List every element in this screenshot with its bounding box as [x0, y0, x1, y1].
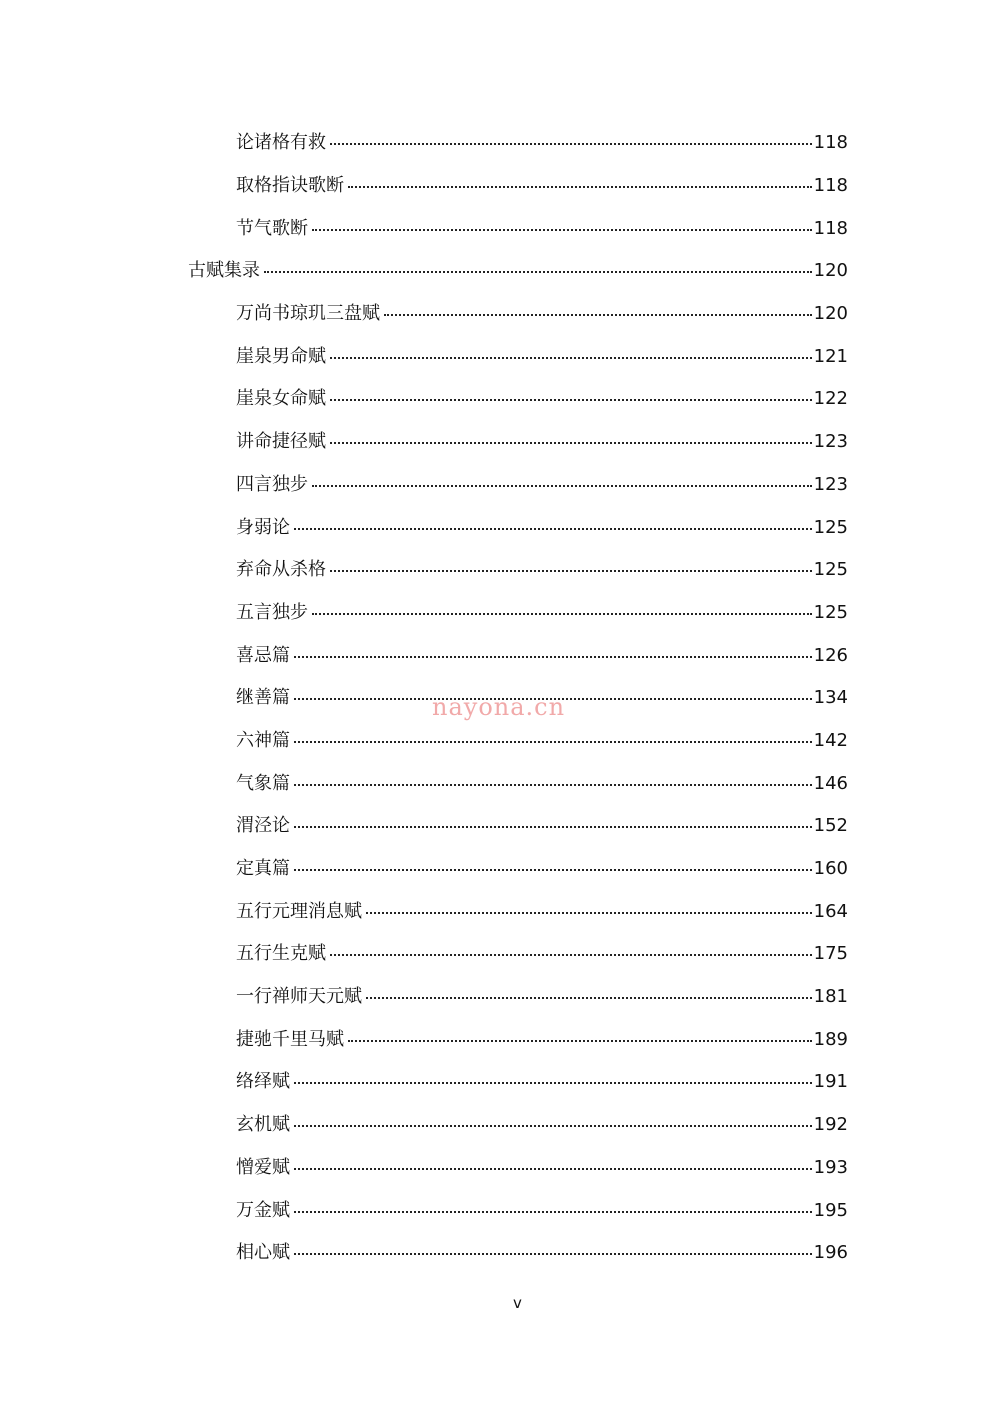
toc-entry[interactable]: [0, 291, 1000, 334]
toc-entry-title: 喜忌篇: [236, 644, 290, 666]
toc-entry-title: 取格指诀歌断: [236, 175, 344, 197]
toc-entry-page-number: 125: [813, 601, 848, 623]
toc-entry[interactable]: [0, 1145, 1000, 1188]
toc-dot-leader: [294, 1253, 812, 1255]
toc-entry[interactable]: [0, 760, 1000, 803]
toc-entry-content: [236, 726, 848, 752]
toc-entry-content: [236, 342, 848, 368]
toc-entry[interactable]: [0, 248, 1000, 291]
toc-entry-page-number: 192: [813, 1114, 848, 1136]
toc-dot-leader: [330, 357, 812, 359]
toc-entry-title: 憎爱赋: [236, 1156, 290, 1178]
toc-entry-title: 崖泉男命赋: [236, 345, 326, 367]
toc-entry-content: [236, 214, 848, 240]
toc-entry-title: 讲命捷径赋: [236, 431, 326, 453]
toc-entry[interactable]: [0, 163, 1000, 206]
toc-entry-title: 万尚书琼玑三盘赋: [236, 303, 380, 325]
toc-entry[interactable]: [0, 462, 1000, 505]
toc-entry-title: 络绎赋: [236, 1071, 290, 1093]
toc-entry-content: [236, 1153, 848, 1179]
toc-entry-page-number: 126: [813, 644, 848, 666]
toc-entry[interactable]: [0, 419, 1000, 462]
toc-dot-leader: [294, 1125, 812, 1127]
toc-entry-page-number: 160: [813, 858, 848, 880]
toc-dot-leader: [312, 613, 812, 615]
toc-dot-leader: [330, 570, 812, 572]
toc-dot-leader: [294, 784, 812, 786]
toc-entry-page-number: 123: [813, 473, 848, 495]
toc-entry-content: [188, 256, 848, 282]
toc-entry-title: 相心赋: [236, 1242, 290, 1264]
toc-entry[interactable]: [0, 1230, 1000, 1273]
toc-entry-title: 五行生克赋: [236, 943, 326, 965]
toc-entry-content: [236, 598, 848, 624]
toc-entry[interactable]: [0, 974, 1000, 1017]
toc-dot-leader: [294, 869, 812, 871]
toc-entry-content: [236, 1110, 848, 1136]
toc-entry-title: 崖泉女命赋: [236, 388, 326, 410]
toc-dot-leader: [294, 656, 812, 658]
toc-dot-leader: [294, 1168, 812, 1170]
toc-entry-title: 弃命从杀格: [236, 559, 326, 581]
toc-entry[interactable]: [0, 120, 1000, 163]
toc-entry-page-number: 181: [813, 986, 848, 1008]
toc-entry[interactable]: [0, 1187, 1000, 1230]
toc-entry-page-number: 164: [813, 900, 848, 922]
toc-entry-title: 古赋集录: [188, 260, 260, 282]
toc-entry-title: 渭泾论: [236, 815, 290, 837]
toc-entry-page-number: 118: [813, 132, 848, 154]
toc-entry-title: 继善篇: [236, 687, 290, 709]
toc-entry-page-number: 120: [813, 260, 848, 282]
toc-entry-page-number: 118: [813, 217, 848, 239]
toc-entry-page-number: 123: [813, 431, 848, 453]
toc-dot-leader: [330, 399, 812, 401]
toc-entry-content: [236, 470, 848, 496]
toc-entry-page-number: 152: [813, 815, 848, 837]
toc-dot-leader: [294, 826, 812, 828]
toc-entry-page-number: 125: [813, 559, 848, 581]
toc-entry-title: 四言独步: [236, 473, 308, 495]
toc-entry-content: [236, 1196, 848, 1222]
toc-dot-leader: [348, 186, 812, 188]
toc-entry-page-number: 121: [813, 345, 848, 367]
toc-dot-leader: [294, 528, 812, 530]
toc-entry-page-number: 195: [813, 1199, 848, 1221]
toc-dot-leader: [330, 143, 812, 145]
toc-dot-leader: [264, 271, 812, 273]
toc-dot-leader: [366, 912, 812, 914]
toc-entry-content: [236, 384, 848, 410]
toc-entry-title: 五行元理消息赋: [236, 900, 362, 922]
toc-entry-page-number: 120: [813, 303, 848, 325]
toc-entry-page-number: 125: [813, 516, 848, 538]
toc-entry-title: 定真篇: [236, 858, 290, 880]
toc-entry-content: [236, 513, 848, 539]
toc-entry-content: [236, 299, 848, 325]
toc-entry-title: 论诸格有救: [236, 132, 326, 154]
toc-entry-content: [236, 1238, 848, 1264]
toc-entry-content: [236, 769, 848, 795]
toc-dot-leader: [366, 997, 812, 999]
toc-entry-page-number: 146: [813, 772, 848, 794]
toc-entry[interactable]: [0, 504, 1000, 547]
page-number: v: [513, 1294, 522, 1312]
toc-entry[interactable]: [0, 803, 1000, 846]
toc-entry-page-number: 193: [813, 1156, 848, 1178]
toc-entry-page-number: 122: [813, 388, 848, 410]
toc-entry[interactable]: [0, 846, 1000, 889]
toc-entry-content: [236, 854, 848, 880]
toc-dot-leader: [294, 741, 812, 743]
toc-entry[interactable]: [0, 1059, 1000, 1102]
toc-entry-title: 一行禅师天元赋: [236, 986, 362, 1008]
toc-entry[interactable]: [0, 632, 1000, 675]
watermark: nayona.cn: [432, 693, 566, 721]
toc-entry[interactable]: [0, 547, 1000, 590]
toc-dot-leader: [312, 229, 812, 231]
toc-entry-page-number: 189: [813, 1028, 848, 1050]
toc-entry[interactable]: [0, 1016, 1000, 1059]
toc-entry-title: 五言独步: [236, 601, 308, 623]
toc-dot-leader: [294, 1211, 812, 1213]
toc-dot-leader: [312, 485, 812, 487]
toc-entry-page-number: 118: [813, 175, 848, 197]
toc-dot-leader: [348, 1040, 812, 1042]
toc-entry-content: [236, 1067, 848, 1093]
toc-entry-content: [236, 1025, 848, 1051]
toc-entry-content: [236, 982, 848, 1008]
toc-entry-page-number: 196: [813, 1242, 848, 1264]
toc-entry-content: [236, 897, 848, 923]
toc-entry-page-number: 175: [813, 943, 848, 965]
toc-entry-page-number: 191: [813, 1071, 848, 1093]
toc-entry-page-number: 142: [813, 729, 848, 751]
toc-entry-title: 捷驰千里马赋: [236, 1028, 344, 1050]
toc-entry-content: [236, 939, 848, 965]
toc-entry[interactable]: [0, 1102, 1000, 1145]
toc-entry-content: [236, 811, 848, 837]
toc-dot-leader: [384, 314, 812, 316]
toc-entry[interactable]: [0, 718, 1000, 761]
toc-entry[interactable]: [0, 590, 1000, 633]
toc-entry[interactable]: [0, 888, 1000, 931]
toc-entry-content: [236, 555, 848, 581]
toc-entry-title: 万金赋: [236, 1199, 290, 1221]
toc-entry[interactable]: [0, 376, 1000, 419]
toc-entry-content: [236, 427, 848, 453]
toc-entry-title: 气象篇: [236, 772, 290, 794]
toc-entry-page-number: 134: [813, 687, 848, 709]
toc-entry-content: [236, 641, 848, 667]
toc-dot-leader: [330, 954, 812, 956]
toc-entry[interactable]: [0, 931, 1000, 974]
toc-entry-title: 玄机赋: [236, 1114, 290, 1136]
toc-entry[interactable]: [0, 205, 1000, 248]
toc-entry-content: [236, 128, 848, 154]
toc-dot-leader: [330, 442, 812, 444]
toc-entry-title: 六神篇: [236, 729, 290, 751]
toc-dot-leader: [294, 1082, 812, 1084]
toc-entry-content: [236, 171, 848, 197]
toc-entry-title: 身弱论: [236, 516, 290, 538]
toc-entry[interactable]: [0, 333, 1000, 376]
toc-entry-title: 节气歌断: [236, 217, 308, 239]
